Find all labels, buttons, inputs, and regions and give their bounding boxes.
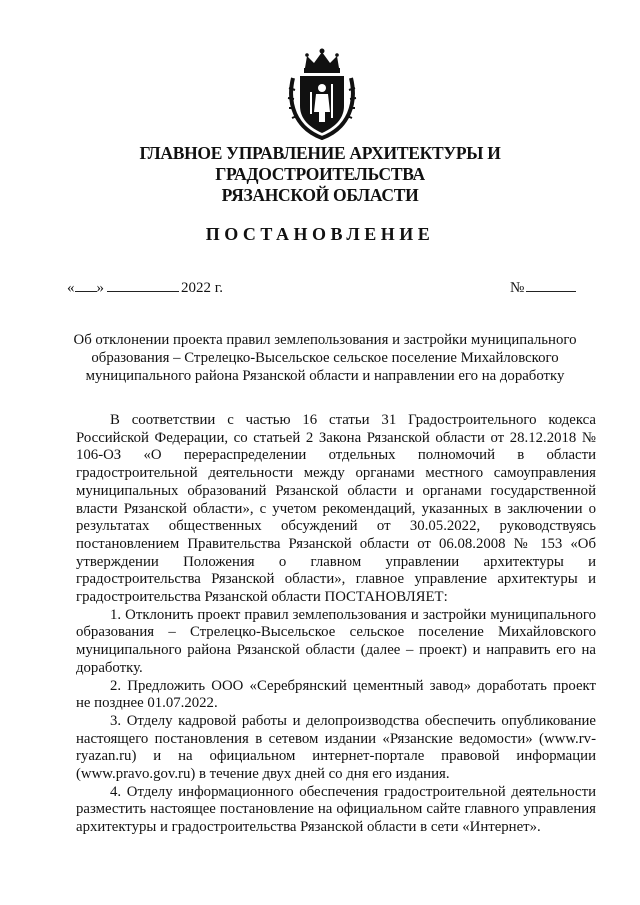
coat-of-arms-icon [287,48,357,140]
document-date [67,280,223,297]
subject-line-1: Об отклонении проекта правил землепользования и застройки муниципального [73,332,577,348]
clause-2: 2. Предложить ООО «Серебрянский цементный завод» доработать проект не позднее 01.07.2022. [76,677,596,712]
number-field [526,291,576,292]
date-close-quote: » [96,280,104,296]
subject-line-2: образования – Стрелецко-Высельское сельское поселение Михайловского [91,350,559,366]
document-body [76,412,596,837]
document-subject [70,331,580,385]
date-day-field [75,291,97,292]
subject-line-3: муниципального района Рязанской области и направлении его на доработку [85,368,565,384]
authority-line-1: ГЛАВНОЕ УПРАВЛЕНИЕ АРХИТЕКТУРЫ И ГРАДОСТРОИТЕЛЬСТВА [139,143,501,184]
clause-1: 1. Отклонить проект правил землепользования и застройки муниципального образования – Стрелецко-Высельское сельское поселение Михайловского муниципального района Рязанской области (далее – проект) и направить его на доработку. [76,606,596,676]
authority-line-2: РЯЗАНСКОЙ ОБЛАСТИ [221,185,419,205]
clause-3: 3. Отделу кадровой работы и делопроизводства обеспечить опубликование настоящего постановления в сетевом издании «Рязанские ведомости» (www.rv-ryazan.ru) и на официальном интернет-портале правовой информации (www.pravo.gov.ru) в течение двух дней со дня его издания. [76,712,596,783]
preamble-paragraph: В соответствии с частью 16 статьи 31 Градостроительного кодекса Российской Федерации, со статьей 2 Закона Рязанской области от 28.12.2018 № 106-ОЗ «О перераспределении отдельных полномочий в области градостроительной деятельности между органами местного самоуправления муниципальных образований Рязанской области и органами государственной власти Рязанской области», с учетом рекомендаций, указанных в заключении о результатах общественных обсуждений от 30.05.2022, руководствуясь постановлением Правительства Рязанской области от 06.08.2008 № 153 «Об утверждении Положения о главном управлении архитектуры и градостроительства Рязанской области», главное управление архитектуры и градостроительства Рязанской области ПОСТАНОВЛЯЕТ: [76,412,596,606]
document-number [510,280,576,297]
document-type: ПОСТАНОВЛЕНИЕ [205,224,435,244]
date-month-field [107,291,179,292]
date-year: 2022 г. [181,280,223,296]
clause-4: 4. Отделу информационного обеспечения градостроительной деятельности разместить настоящее постановление на официальном сайте главного управления архитектуры и градостроительства Рязанской области в сети «Интернет». [76,783,596,836]
number-sign: № [510,280,525,296]
issuing-authority [40,143,600,206]
date-open-quote: « [67,280,75,296]
